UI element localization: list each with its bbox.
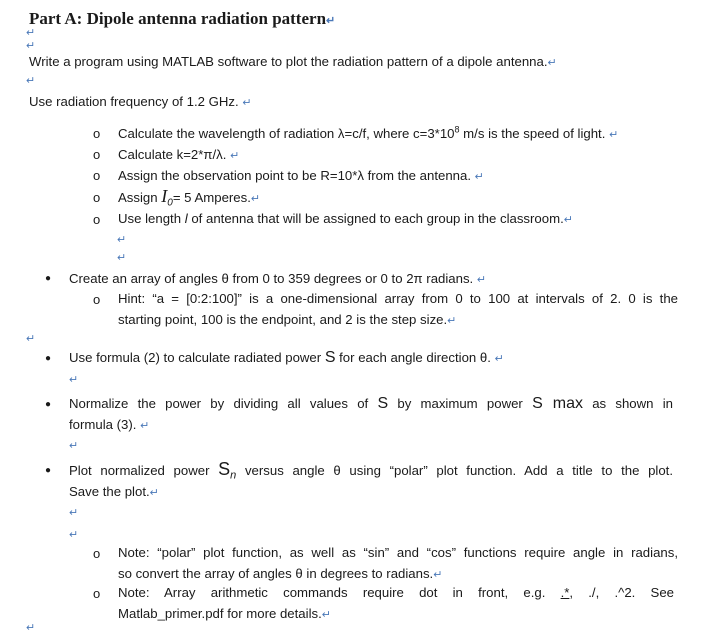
- empty-paragraph-mark: ↵: [26, 27, 36, 39]
- normalize-line-1: Normalize the power by dividing all values of S by maximum power S max as shown in: [69, 395, 673, 412]
- empty-paragraph-mark: ↵: [69, 374, 79, 386]
- note-arithmetic-line-1: Note: Array arithmetic commands require dot in front, e.g. .*, ./, .^2. See: [118, 585, 675, 600]
- formula2-bullet: Use formula (2) to calculate radiated power S for each angle direction θ. ↵: [69, 349, 504, 366]
- empty-paragraph-mark: ↵: [26, 75, 36, 87]
- filled-bullet-icon: ●: [45, 273, 52, 284]
- hint-line-2: starting point, 100 is the endpoint, and 2 is the step size.↵: [118, 312, 457, 327]
- plot-line-2: Save the plot.↵: [69, 484, 159, 499]
- empty-paragraph-mark: ↵: [69, 440, 79, 452]
- hollow-bullet-icon: o: [93, 126, 101, 141]
- plot-line-1: Plot normalized power $S_n$ versus angle θ using “polar” plot function. Add a title to the plot.: [69, 459, 674, 482]
- hollow-bullet-icon: o: [93, 586, 101, 601]
- normalize-line-2: formula (3). ↵: [69, 417, 150, 432]
- wavelength-item: Calculate the wavelength of radiation λ=c/f, where $c=3*10^8$ m/s is the speed of light. ↵: [118, 124, 619, 141]
- angles-bullet: Create an array of angles θ from 0 to 359 degrees or 0 to 2π radians. ↵: [69, 271, 487, 286]
- hollow-bullet-icon: o: [93, 147, 101, 162]
- part-title: Part A: Dipole antenna radiation pattern↵: [29, 9, 336, 28]
- empty-paragraph-mark: ↵: [117, 252, 127, 264]
- current-item: Assign $I_0= 5$ Amperes.↵: [118, 186, 261, 209]
- hollow-bullet-icon: o: [93, 190, 101, 205]
- antenna-length-item: Use length l of antenna that will be assigned to each group in the classroom.↵: [118, 211, 573, 226]
- empty-paragraph-mark: ↵: [26, 40, 36, 52]
- observation-point-item: Assign the observation point to be R=10*λ from the antenna. ↵: [118, 168, 484, 183]
- empty-paragraph-mark: ↵: [69, 529, 79, 541]
- intro-line-1: Write a program using MATLAB software to plot the radiation pattern of a dipole antenna.↵: [29, 54, 557, 69]
- empty-paragraph-mark: ↵: [26, 622, 36, 634]
- filled-bullet-icon: ●: [45, 353, 52, 364]
- hint-line-1: Hint: “a = [0:2:100]” is a one-dimensional array from 0 to 100 at intervals of 2. 0 is the: [118, 291, 678, 306]
- hollow-bullet-icon: o: [93, 546, 101, 561]
- note-polar-line-1: Note: “polar” plot function, as well as “sin” and “cos” functions require angle in radians,: [118, 545, 678, 560]
- empty-paragraph-mark: ↵: [69, 507, 79, 519]
- empty-paragraph-mark: ↵: [117, 234, 127, 246]
- intro-line-2: Use radiation frequency of 1.2 GHz. ↵: [29, 94, 252, 109]
- wavenumber-item: Calculate k=2*π/λ. ↵: [118, 147, 240, 162]
- hollow-bullet-icon: o: [93, 212, 101, 227]
- note-polar-line-2: so convert the array of angles θ in degrees to radians.↵: [118, 566, 443, 581]
- hollow-bullet-icon: o: [93, 168, 101, 183]
- filled-bullet-icon: ●: [45, 399, 52, 410]
- note-arithmetic-line-2: Matlab_primer.pdf for more details.↵: [118, 606, 331, 621]
- empty-paragraph-mark: ↵: [26, 333, 36, 345]
- hollow-bullet-icon: o: [93, 292, 101, 307]
- filled-bullet-icon: ●: [45, 465, 52, 476]
